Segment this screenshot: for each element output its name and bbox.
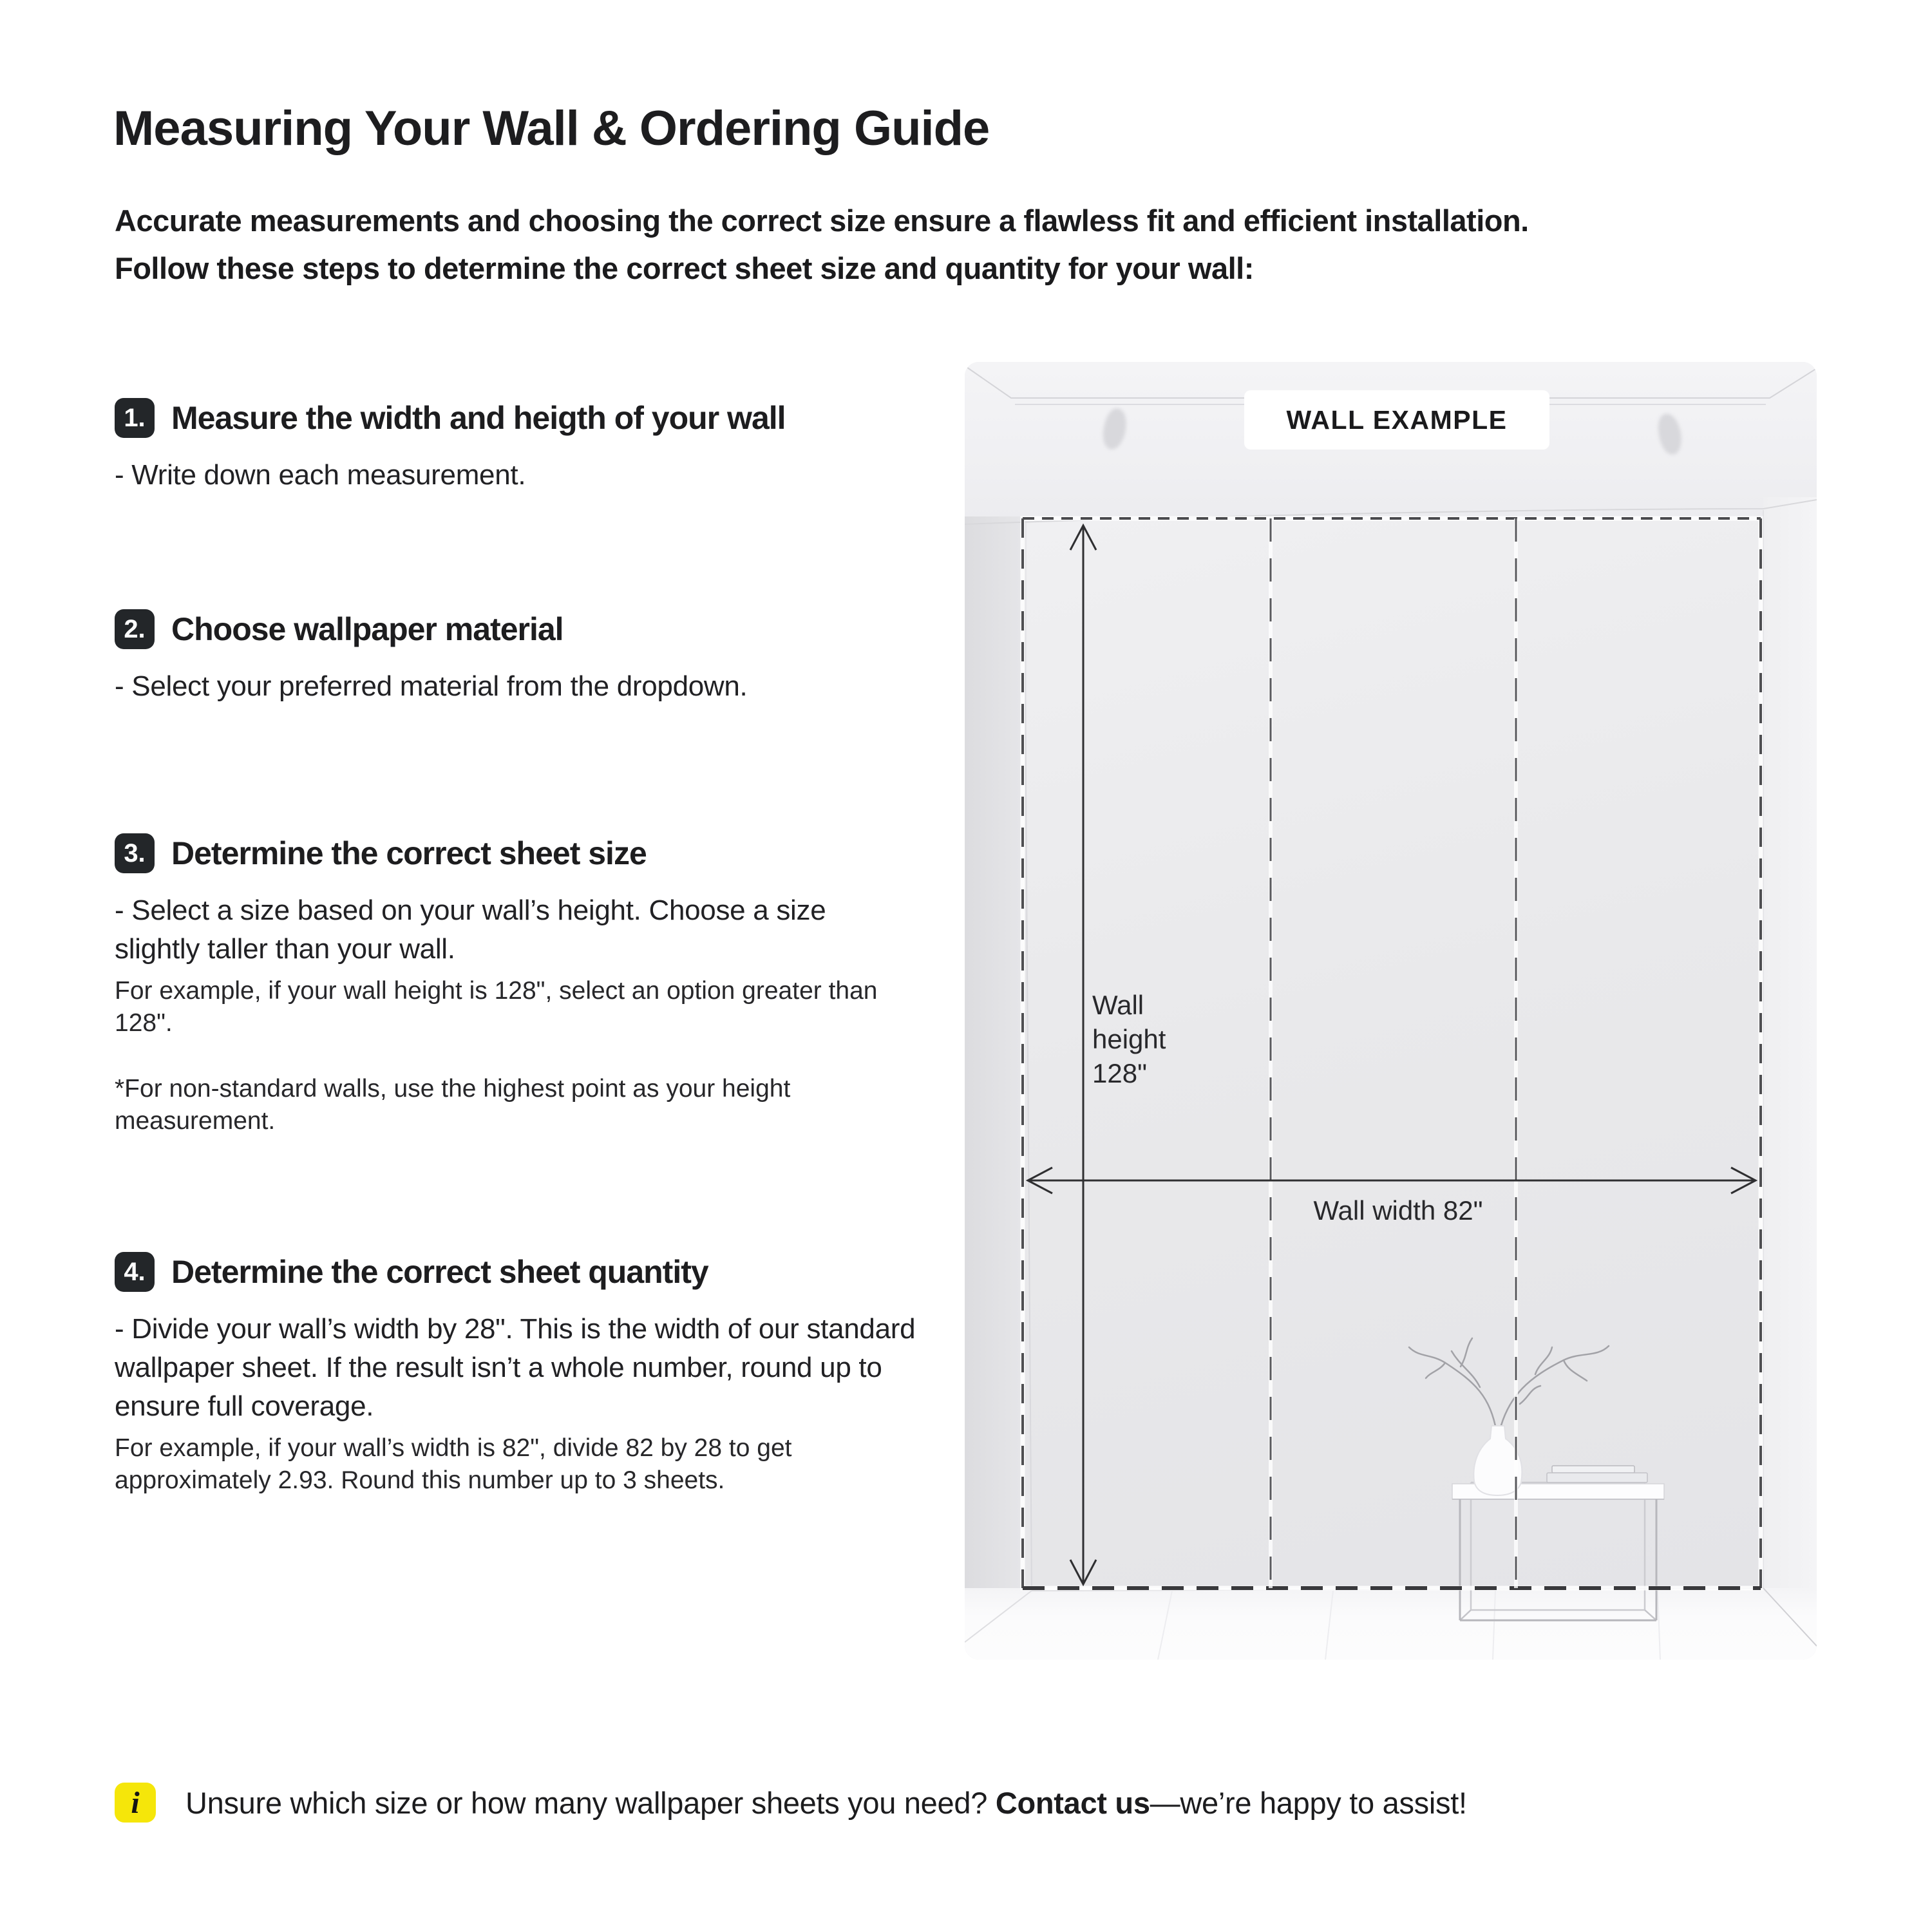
info-icon: i [115, 1783, 156, 1823]
intro-line-2: Follow these steps to determine the correct sheet size and quantity for your wall: [115, 251, 1254, 285]
step-2-number-badge: 2. [115, 609, 155, 649]
help-note-text [185, 1785, 1467, 1821]
step-3-body: - Select a size based on your wall’s height. Choose a size slightly taller than your wall. [115, 895, 826, 965]
wall-width-annotation: Wall width 82" [1313, 1195, 1483, 1226]
intro-paragraph [115, 197, 1866, 292]
wall-example-badge: WALL EXAMPLE [1244, 390, 1549, 450]
step-3-example: For example, if your wall height is 128", select an option greater than 128". [115, 977, 878, 1037]
help-note-after: —we’re happy to assist! [1150, 1785, 1467, 1820]
step-4-header [115, 1252, 952, 1292]
step-3-number-badge: 3. [115, 833, 155, 873]
page-title: Measuring Your Wall & Ordering Guide [113, 101, 990, 156]
help-note [115, 1783, 1467, 1823]
step-4-example: For example, if your wall’s width is 82", divide 82 by 28 to get approximately 2.93. Round this number up to 3 sheets. [115, 1434, 792, 1494]
step-measure-wall [115, 398, 952, 495]
step-sheet-quantity [115, 1252, 952, 1497]
step-3-note: *For non-standard walls, use the highest point as your height measurement. [115, 1075, 791, 1135]
step-choose-material [115, 609, 952, 706]
step-1-body: - Write down each measurement. [115, 459, 526, 491]
step-2-title: Choose wallpaper material [171, 611, 564, 647]
step-2-body: - Select your preferred material from the dropdown. [115, 670, 748, 702]
wall-example-photo [965, 362, 1817, 1660]
step-4-number-badge: 4. [115, 1252, 155, 1292]
step-4-title: Determine the correct sheet quantity [171, 1254, 708, 1290]
help-note-before: Unsure which size or how many wallpaper sheets you need? [185, 1785, 996, 1820]
step-sheet-size [115, 833, 952, 1137]
wall-height-annotation: Wall height 128" [1092, 990, 1166, 1088]
step-3-title: Determine the correct sheet size [171, 835, 647, 871]
step-4-body: - Divide your wall’s width by 28". This is the width of our standard wallpaper sheet. If the result isn’t a whole number, round up to ensure full coverage. [115, 1313, 916, 1422]
step-2-header [115, 609, 952, 649]
step-1-number-badge: 1. [115, 398, 155, 438]
step-1-header [115, 398, 952, 438]
intro-line-1: Accurate measurements and choosing the correct size ensure a flawless fit and efficient installation. [115, 204, 1529, 238]
step-3-header [115, 833, 952, 873]
step-1-title: Measure the width and heigth of your wall [171, 400, 786, 436]
contact-us-link[interactable]: Contact us [995, 1785, 1150, 1820]
